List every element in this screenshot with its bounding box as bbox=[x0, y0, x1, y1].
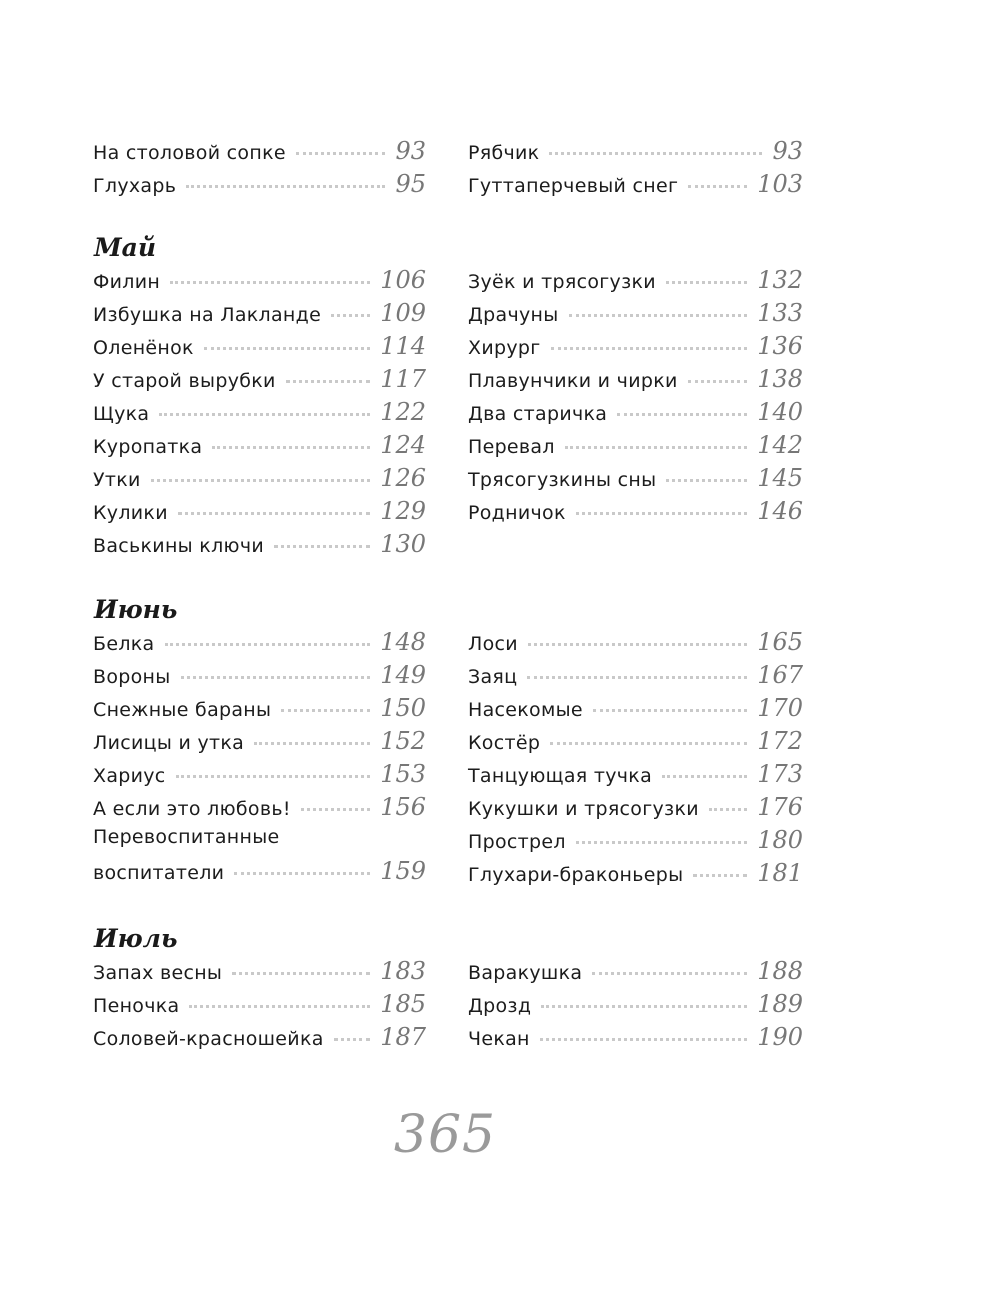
toc-entry[interactable] bbox=[93, 760, 426, 793]
toc-entry[interactable] bbox=[468, 727, 803, 760]
toc-entry[interactable] bbox=[468, 661, 803, 694]
dot-leader bbox=[666, 479, 747, 482]
entry-title-continued: воспитатели bbox=[93, 862, 225, 884]
toc-entry[interactable] bbox=[468, 170, 803, 203]
entry-title: Чекан bbox=[468, 1028, 530, 1050]
entry-title: Рябчик bbox=[468, 142, 540, 164]
entry-title: Снежные бараны bbox=[93, 699, 272, 721]
toc-column-left bbox=[93, 628, 426, 892]
dot-leader bbox=[550, 742, 747, 745]
toc-column-left bbox=[93, 957, 426, 1056]
toc-entry[interactable] bbox=[468, 365, 803, 398]
toc-entry[interactable] bbox=[93, 137, 426, 170]
dot-leader bbox=[569, 314, 748, 317]
entry-page: 103 bbox=[757, 170, 803, 198]
toc-entry[interactable] bbox=[468, 1023, 803, 1056]
entry-title: Насекомые bbox=[468, 699, 583, 721]
dot-leader bbox=[576, 841, 747, 844]
toc-entry[interactable] bbox=[93, 793, 426, 826]
toc-entry[interactable] bbox=[468, 332, 803, 365]
entry-title: У старой вырубки bbox=[93, 370, 276, 392]
entry-page: 172 bbox=[757, 727, 803, 755]
entry-page: 146 bbox=[757, 497, 803, 525]
entry-page: 159 bbox=[380, 857, 426, 885]
dot-leader bbox=[617, 413, 747, 416]
entry-title: Избушка на Лакланде bbox=[93, 304, 322, 326]
entry-title: Соловей-красношейка bbox=[93, 1028, 324, 1050]
dot-leader bbox=[709, 808, 747, 811]
entry-page: 148 bbox=[380, 628, 426, 656]
toc-entry[interactable] bbox=[468, 299, 803, 332]
entry-title: Глухари-браконьеры bbox=[468, 864, 684, 886]
entry-title: Танцующая тучка bbox=[468, 765, 653, 787]
dot-leader bbox=[178, 512, 370, 515]
toc-section-july bbox=[93, 921, 803, 1056]
toc-entry[interactable] bbox=[468, 464, 803, 497]
page-number: 365 bbox=[393, 1105, 497, 1165]
toc-entry[interactable] bbox=[468, 398, 803, 431]
toc-entry[interactable] bbox=[93, 464, 426, 497]
entry-title: Лисицы и утка bbox=[93, 732, 245, 754]
entry-title: Щука bbox=[93, 403, 150, 425]
dot-leader bbox=[662, 775, 747, 778]
toc-entry[interactable] bbox=[93, 990, 426, 1023]
toc-entry[interactable] bbox=[93, 170, 426, 203]
toc-entry[interactable] bbox=[93, 398, 426, 431]
entry-title: Глухарь bbox=[93, 175, 177, 197]
dot-leader bbox=[181, 676, 371, 679]
toc-entry[interactable] bbox=[468, 826, 803, 859]
entry-page: 129 bbox=[380, 497, 426, 525]
toc-entry[interactable] bbox=[93, 299, 426, 332]
entry-page: 133 bbox=[757, 299, 803, 327]
entry-title: Прострел bbox=[468, 831, 566, 853]
toc-entry[interactable] bbox=[468, 628, 803, 661]
toc-entry[interactable] bbox=[93, 826, 426, 890]
entry-title: Белка bbox=[93, 633, 155, 655]
entry-title: Плавунчики и чирки bbox=[468, 370, 678, 392]
section-heading: Май bbox=[94, 233, 157, 262]
entry-page: 145 bbox=[757, 464, 803, 492]
dot-leader bbox=[565, 446, 747, 449]
entry-page: 150 bbox=[380, 694, 426, 722]
dot-leader bbox=[189, 1005, 370, 1008]
entry-page: 156 bbox=[380, 793, 426, 821]
dot-leader bbox=[286, 380, 370, 383]
dot-leader bbox=[592, 972, 747, 975]
entry-title: Два старичка bbox=[468, 403, 608, 425]
dot-leader bbox=[151, 479, 371, 482]
dot-leader bbox=[232, 972, 370, 975]
entry-title: Драчуны bbox=[468, 304, 559, 326]
entry-page: 173 bbox=[757, 760, 803, 788]
entry-page: 188 bbox=[757, 957, 803, 985]
dot-leader bbox=[688, 185, 747, 188]
entry-page: 106 bbox=[380, 266, 426, 294]
dot-leader bbox=[186, 185, 385, 188]
dot-leader bbox=[274, 545, 370, 548]
entry-page: 170 bbox=[757, 694, 803, 722]
entry-page: 176 bbox=[757, 793, 803, 821]
entry-title: А если это любовь! bbox=[93, 798, 291, 820]
toc-entry[interactable] bbox=[468, 990, 803, 1023]
toc-entry[interactable] bbox=[93, 332, 426, 365]
entry-title: Васькины ключи bbox=[93, 535, 264, 557]
dot-leader bbox=[527, 676, 747, 679]
toc-section-may bbox=[93, 230, 803, 563]
entry-page: 117 bbox=[380, 365, 426, 393]
toc-column-right bbox=[468, 628, 803, 892]
entry-title: Оленёнок bbox=[93, 337, 194, 359]
toc-entry[interactable] bbox=[93, 694, 426, 727]
toc-entry[interactable] bbox=[468, 859, 803, 892]
dot-leader bbox=[204, 347, 370, 350]
dot-leader bbox=[688, 380, 748, 383]
entry-page: 122 bbox=[380, 398, 426, 426]
entry-title: Кукушки и трясогузки bbox=[468, 798, 699, 820]
dot-leader bbox=[296, 152, 386, 155]
dot-leader bbox=[528, 643, 747, 646]
entry-title: Филин bbox=[93, 271, 161, 293]
toc-entry[interactable] bbox=[93, 530, 426, 563]
toc-entry[interactable] bbox=[468, 137, 803, 170]
toc-entry[interactable] bbox=[93, 266, 426, 299]
entry-title: Пеночка bbox=[93, 995, 180, 1017]
toc-section-june bbox=[93, 592, 803, 892]
entry-title: Дрозд bbox=[468, 995, 532, 1017]
entry-page: 93 bbox=[395, 137, 426, 165]
entry-page: 126 bbox=[380, 464, 426, 492]
toc-entry[interactable] bbox=[468, 694, 803, 727]
toc-entry[interactable] bbox=[93, 365, 426, 398]
dot-leader bbox=[551, 347, 748, 350]
dot-leader bbox=[331, 314, 370, 317]
entry-page: 114 bbox=[380, 332, 426, 360]
entry-page: 165 bbox=[757, 628, 803, 656]
toc-column-right bbox=[468, 266, 803, 563]
entry-title: Запах весны bbox=[93, 962, 223, 984]
entry-page: 187 bbox=[380, 1023, 426, 1051]
toc-column-right bbox=[468, 137, 803, 203]
entry-page: 142 bbox=[757, 431, 803, 459]
dot-leader bbox=[176, 775, 371, 778]
entry-page: 95 bbox=[395, 170, 426, 198]
entry-title: Родничок bbox=[468, 502, 566, 524]
entry-title: Кулики bbox=[93, 502, 168, 524]
entry-page: 152 bbox=[380, 727, 426, 755]
toc-entry[interactable] bbox=[468, 760, 803, 793]
entry-page: 183 bbox=[380, 957, 426, 985]
entry-title: Гуттаперчевый снег bbox=[468, 175, 679, 197]
entry-title: Хариус bbox=[93, 765, 166, 787]
dot-leader bbox=[693, 874, 747, 877]
toc-entry[interactable] bbox=[93, 628, 426, 661]
entry-title: Лоси bbox=[468, 633, 518, 655]
toc-entry[interactable] bbox=[468, 431, 803, 464]
entry-page: 167 bbox=[757, 661, 803, 689]
dot-leader bbox=[576, 512, 747, 515]
toc-column-right bbox=[468, 957, 803, 1056]
dot-leader bbox=[165, 643, 371, 646]
entry-title: Хирург bbox=[468, 337, 541, 359]
dot-leader bbox=[549, 152, 762, 155]
dot-leader bbox=[281, 709, 370, 712]
entry-page: 93 bbox=[772, 137, 803, 165]
dot-leader bbox=[593, 709, 747, 712]
entry-page: 132 bbox=[757, 266, 803, 294]
entry-page: 136 bbox=[757, 332, 803, 360]
toc-entry[interactable] bbox=[93, 497, 426, 530]
entry-title: Вороны bbox=[93, 666, 171, 688]
entry-page: 180 bbox=[757, 826, 803, 854]
entry-page: 140 bbox=[757, 398, 803, 426]
entry-title: Куропатка bbox=[93, 436, 203, 458]
toc-entry[interactable] bbox=[468, 793, 803, 826]
entry-title: Трясогузкины сны bbox=[468, 469, 657, 491]
dot-leader bbox=[540, 1038, 747, 1041]
toc-entry[interactable] bbox=[93, 727, 426, 760]
dot-leader bbox=[170, 281, 370, 284]
toc-section-continued bbox=[93, 137, 803, 203]
entry-page: 153 bbox=[380, 760, 426, 788]
entry-title: Перевал bbox=[468, 436, 555, 458]
entry-page: 189 bbox=[757, 990, 803, 1018]
entry-title: Варакушка bbox=[468, 962, 583, 984]
entry-title: Перевоспитанные bbox=[93, 826, 280, 848]
toc-entry[interactable] bbox=[468, 266, 803, 299]
toc-entry[interactable] bbox=[93, 957, 426, 990]
entry-page: 130 bbox=[380, 530, 426, 558]
toc-entry[interactable] bbox=[93, 661, 426, 694]
entry-page: 185 bbox=[380, 990, 426, 1018]
entry-title: Заяц bbox=[468, 666, 518, 688]
entry-page: 181 bbox=[757, 859, 803, 887]
toc-column-left bbox=[93, 266, 426, 563]
dot-leader bbox=[212, 446, 370, 449]
toc-entry[interactable] bbox=[468, 497, 803, 530]
dot-leader bbox=[159, 413, 370, 416]
entry-title: Костёр bbox=[468, 732, 541, 754]
dot-leader bbox=[234, 872, 370, 875]
dot-leader bbox=[541, 1005, 747, 1008]
dot-leader bbox=[254, 742, 370, 745]
entry-title: Утки bbox=[93, 469, 141, 491]
toc-entry[interactable] bbox=[468, 957, 803, 990]
entry-page: 109 bbox=[380, 299, 426, 327]
toc-entry[interactable] bbox=[93, 1023, 426, 1056]
dot-leader bbox=[301, 808, 370, 811]
entry-title: На столовой сопке bbox=[93, 142, 286, 164]
toc-column-left bbox=[93, 137, 426, 203]
section-heading: Июнь bbox=[94, 595, 178, 624]
dot-leader bbox=[666, 281, 747, 284]
entry-page: 190 bbox=[757, 1023, 803, 1051]
entry-page: 124 bbox=[380, 431, 426, 459]
entry-page: 138 bbox=[757, 365, 803, 393]
toc-entry[interactable] bbox=[93, 431, 426, 464]
entry-title: Зуёк и трясогузки bbox=[468, 271, 656, 293]
section-heading: Июль bbox=[94, 924, 178, 953]
dot-leader bbox=[334, 1038, 371, 1041]
entry-page: 149 bbox=[380, 661, 426, 689]
